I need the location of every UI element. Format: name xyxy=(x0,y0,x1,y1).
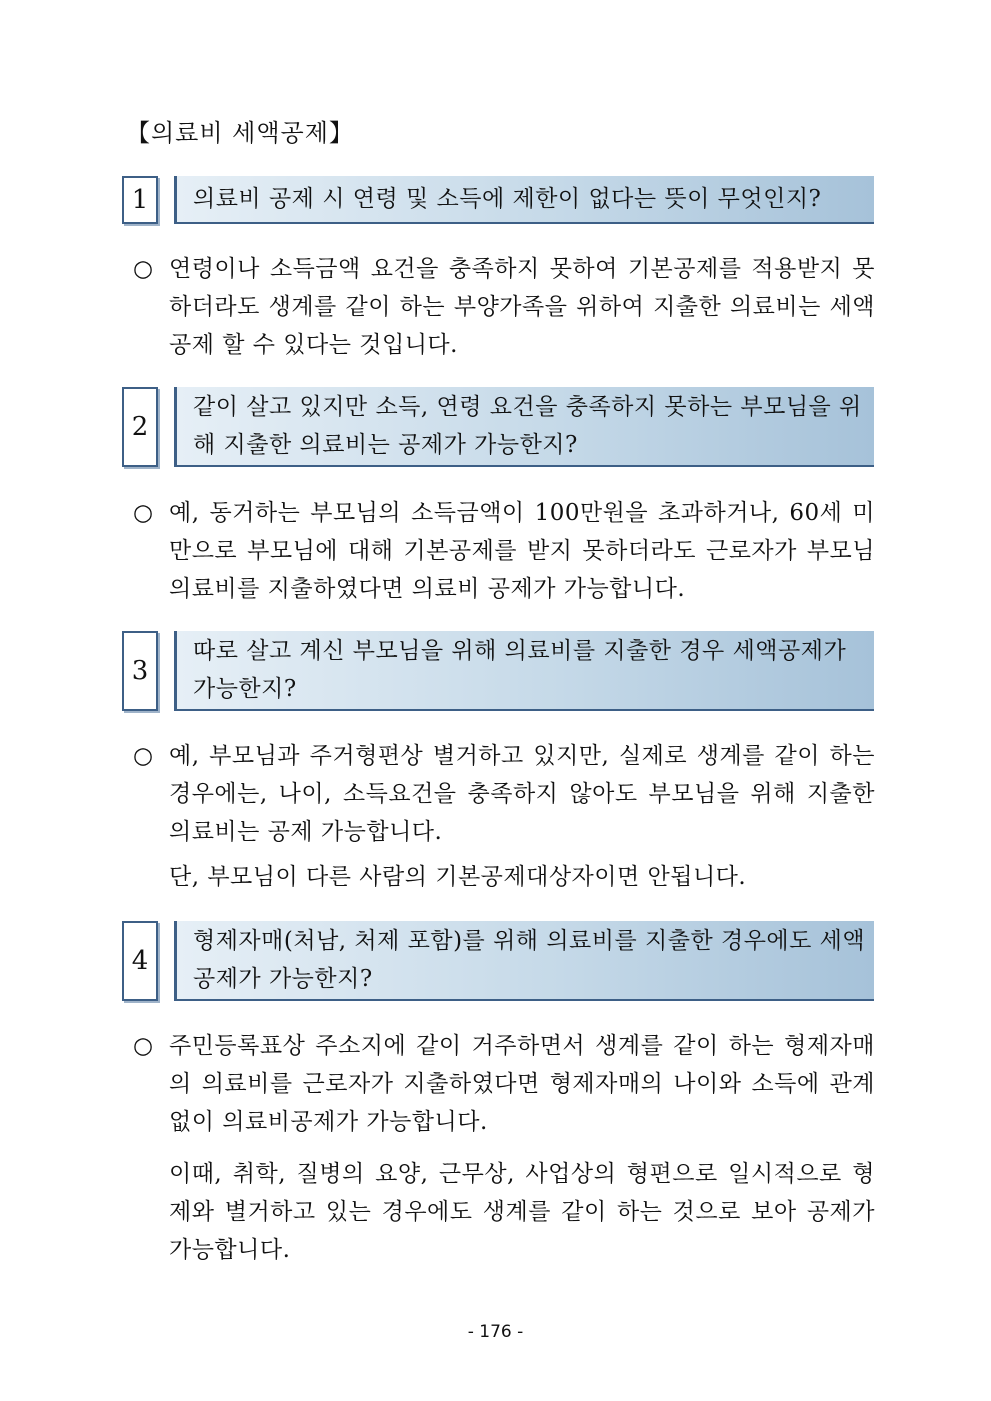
answer-block-3 xyxy=(133,737,875,851)
bullet-circle-icon: ○ xyxy=(133,1033,154,1059)
answer-text: 주민등록표상 주소지에 같이 거주하면서 생계를 같이 하는 형제자매의 의료비를 근로자가 지출하였다면 형제자매의 나이와 소득에 관계없이 의료비공제가 가능합니다. xyxy=(169,1033,876,1135)
question-block-3 xyxy=(122,631,874,711)
answer-block-2 xyxy=(133,494,875,608)
answer-text: 예, 부모님과 주거형편상 별거하고 있지만, 실제로 생계를 같이 하는 경우에는, 나이, 소득요건을 충족하지 않아도 부모님을 위해 지출한 의료비는 공제 가능합니다. xyxy=(169,743,875,845)
bullet-circle-icon: ○ xyxy=(133,743,154,769)
answer-block-4 xyxy=(133,1027,875,1141)
bullet-circle-icon: ○ xyxy=(133,256,154,282)
question-text: 따로 살고 계신 부모님을 위해 의료비를 지출한 경우 세액공제가 가능한지? xyxy=(174,631,874,711)
question-block-2 xyxy=(122,387,874,467)
question-text: 같이 살고 있지만 소득, 연령 요건을 충족하지 못하는 부모님을 위해 지출한 의료비는 공제가 가능한지? xyxy=(174,387,874,467)
answer-block-1 xyxy=(133,250,875,364)
question-block-1 xyxy=(122,176,874,224)
bullet-circle-icon: ○ xyxy=(133,500,154,526)
section-title: 【의료비 세액공제】 xyxy=(126,119,354,147)
question-text: 형제자매(처남, 처제 포함)를 위해 의료비를 지출한 경우에도 세액공제가 가능한지? xyxy=(174,921,874,1001)
page-number: - 176 - xyxy=(467,1322,524,1342)
question-block-4 xyxy=(122,921,874,1001)
question-text: 의료비 공제 시 연령 및 소득에 제한이 없다는 뜻이 무엇인지? xyxy=(174,176,874,224)
answer-note: 이때, 취학, 질병의 요양, 근무상, 사업상의 형편으로 일시적으로 형제와 별거하고 있는 경우에도 생계를 같이 하는 것으로 보아 공제가 가능합니다. xyxy=(169,1161,875,1263)
answer-text: 예, 동거하는 부모님의 소득금액이 100만원을 초과하거나, 60세 미만으로 부모님에 대해 기본공제를 받지 못하더라도 근로자가 부모님 의료비를 지출하였다면 의료비 공제가 가능합니다. xyxy=(169,500,875,602)
question-number: 1 xyxy=(122,176,158,224)
answer-text: 연령이나 소득금액 요건을 충족하지 못하여 기본공제를 적용받지 못하더라도 생계를 같이 하는 부양가족을 위하여 지출한 의료비는 세액공제 할 수 있다는 것입니다. xyxy=(169,256,875,358)
question-number: 2 xyxy=(122,387,158,467)
question-number: 3 xyxy=(122,631,158,711)
question-number: 4 xyxy=(122,921,158,1001)
answer-note: 단, 부모님이 다른 사람의 기본공제대상자이면 안됩니다. xyxy=(169,864,747,890)
